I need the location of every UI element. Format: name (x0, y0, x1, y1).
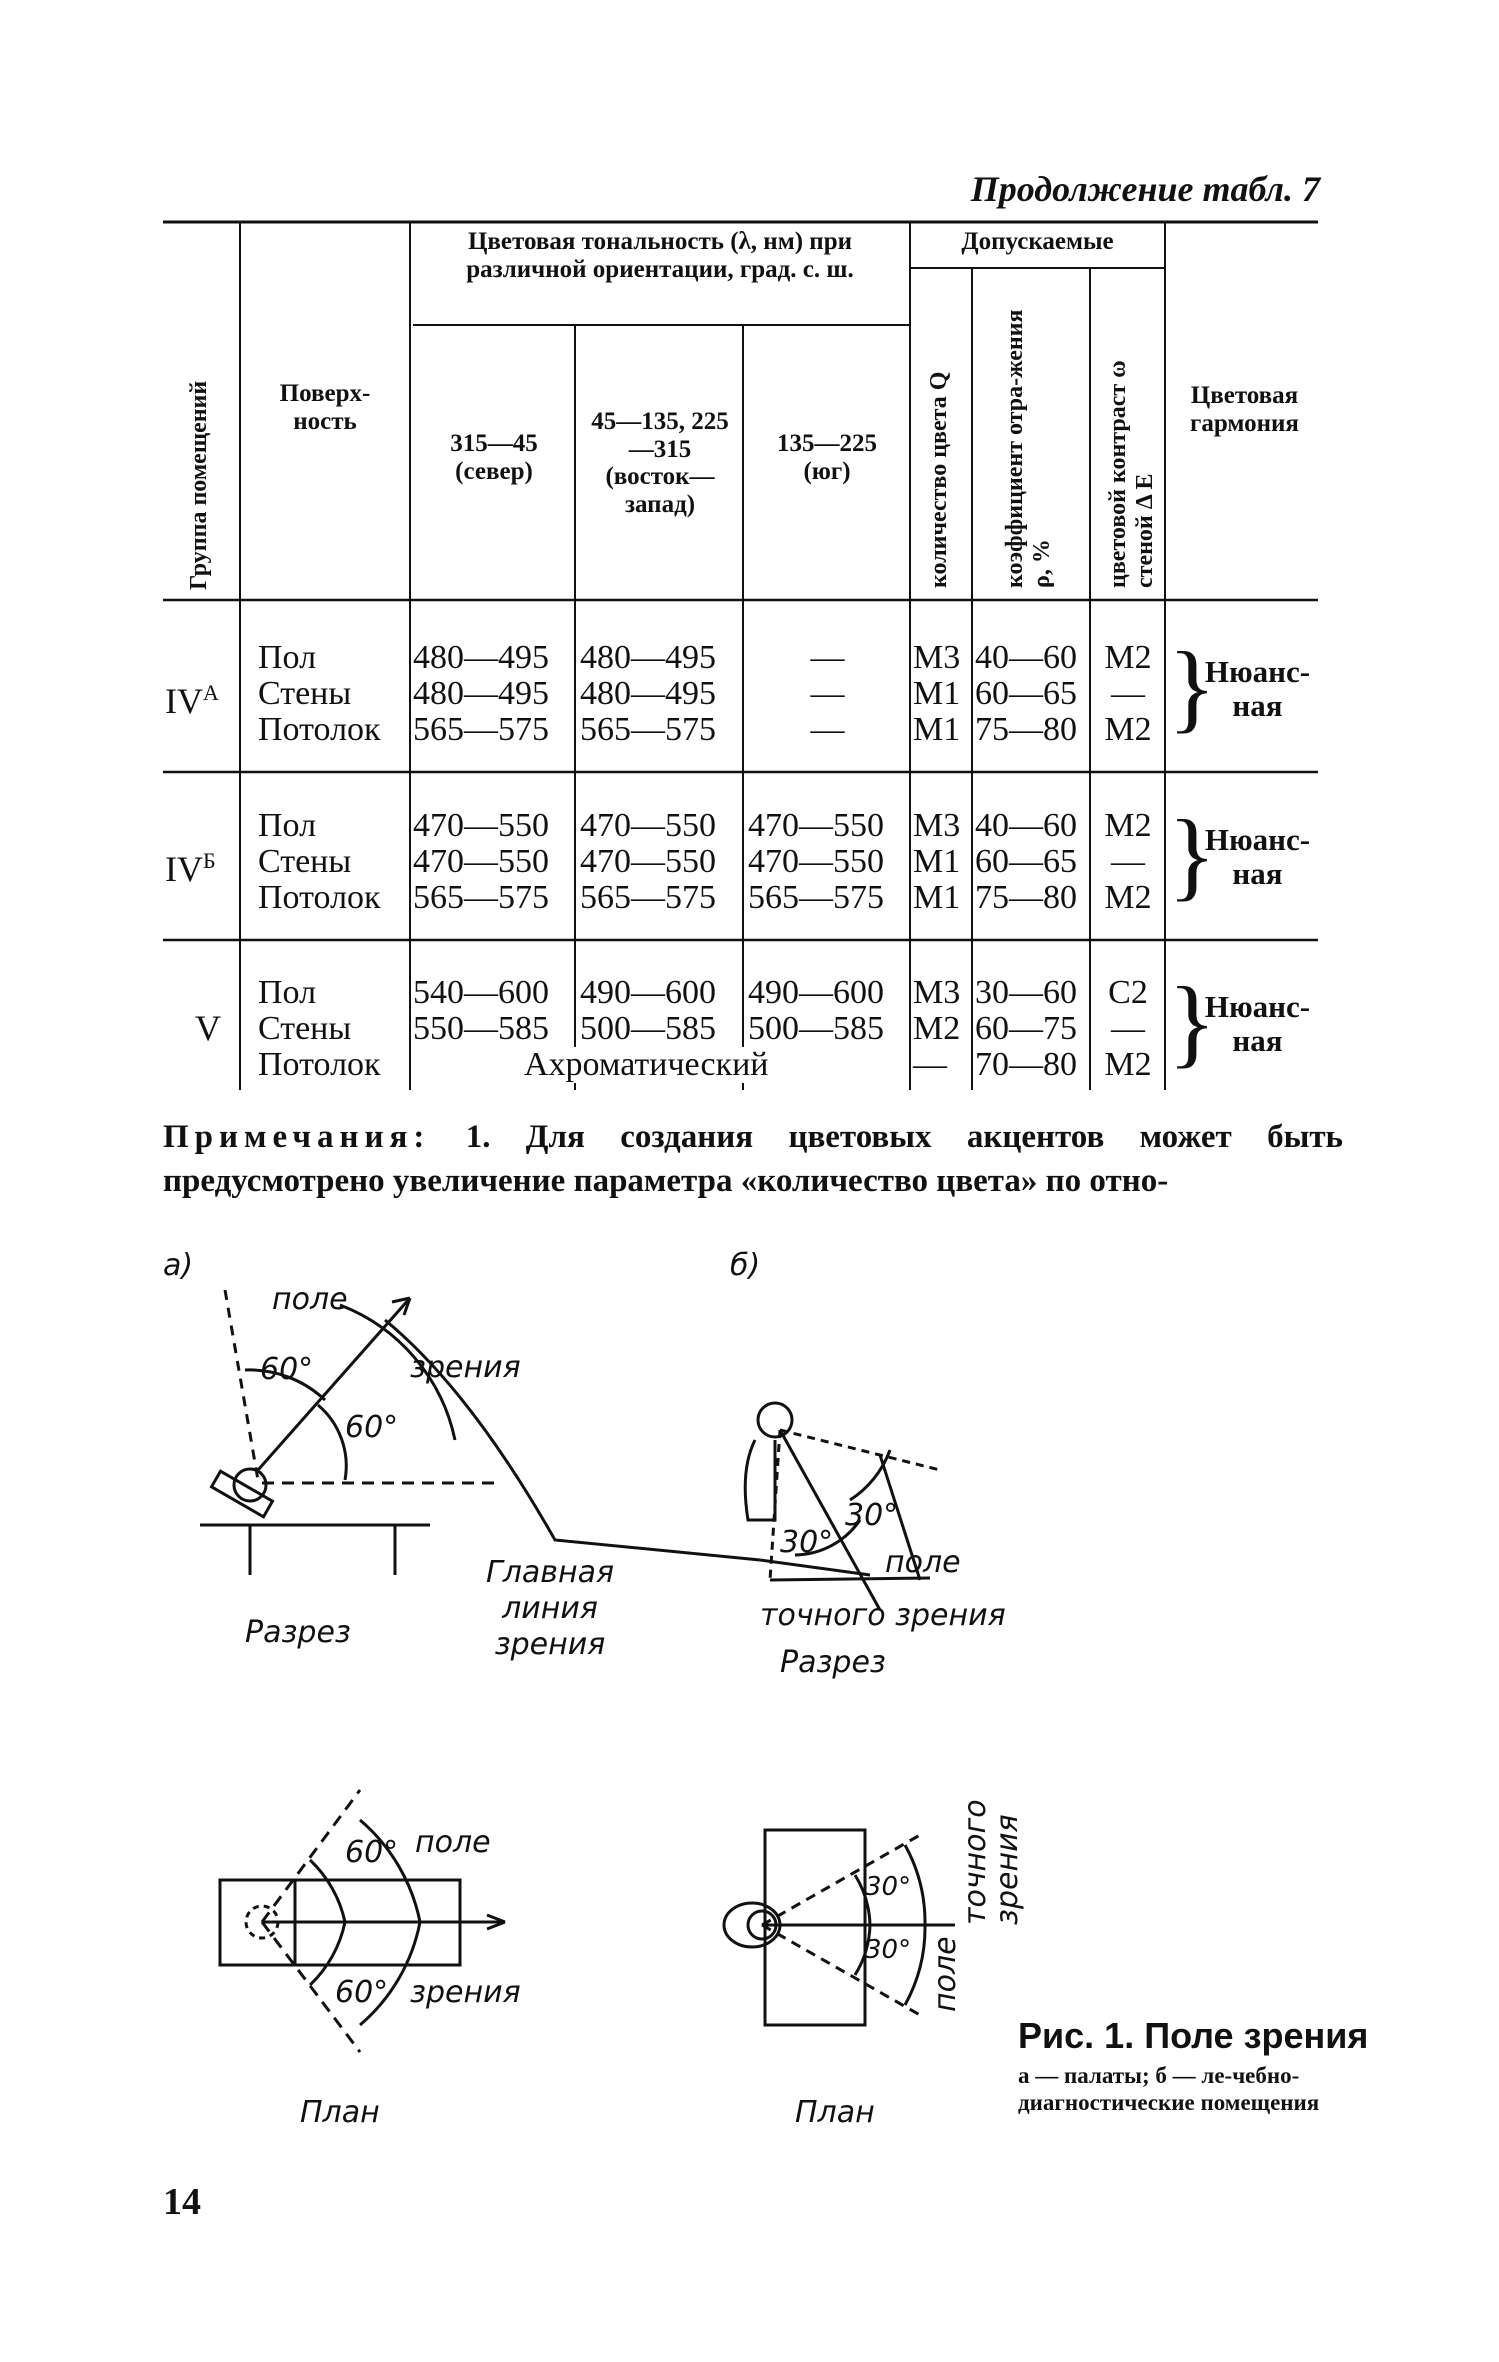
label-vision: зрения (990, 1814, 1025, 1925)
label-plan-b: План (795, 2095, 875, 2130)
figure-label-a: а) (163, 1248, 194, 1283)
label-angle: 30° (845, 1498, 899, 1533)
table-row: Пол Стены Потолок (258, 974, 381, 1083)
group-label: V (195, 1008, 221, 1048)
header-tonality: Цветовая тональность (λ, нм) при различной ориентации, град. с. ш. (466, 228, 854, 283)
label-field: поле (272, 1282, 348, 1317)
label-vision: зрения (410, 1350, 521, 1385)
table-row: Пол Стены Потолок (258, 639, 381, 748)
header-contrast: цветовой контраст ω стеной Δ E (1105, 360, 1158, 588)
achromatic-cell: Ахроматический (520, 1047, 773, 1083)
group-label: $IV^А$ (165, 680, 219, 721)
label-precise: точного (760, 1598, 886, 1633)
header-harmony: Цветовая гармония (1190, 382, 1299, 437)
label-section-a: Разрез (245, 1615, 351, 1650)
figure-caption-body: а — палаты; б — ле-чебно-диагностические помещения (1018, 2063, 1320, 2115)
label-main-line: Главная линия зрения (486, 1555, 614, 1662)
label-angle: 60° (345, 1835, 399, 1870)
label-angle: 60° (260, 1352, 314, 1387)
figure-label-b: б) (730, 1248, 761, 1283)
brace-icon: } (1168, 631, 1216, 742)
header-orient-north: 315—45 (север) (450, 430, 538, 485)
label-angle: 30° (865, 1935, 912, 1965)
label-plan-a: План (300, 2095, 380, 2130)
label-angle: 60° (345, 1410, 399, 1445)
label-angle: 60° (335, 1975, 389, 2010)
header-surface: Поверх-ность (279, 380, 371, 435)
notes-paragraph: Примечания: 1. Для создания цветовых акцентов может быть предусмотрено увеличение параметра «количество цвета» по отно- (163, 1119, 1343, 1199)
label-angle: 30° (865, 1872, 912, 1902)
group-label: $IV^Б$ (165, 848, 216, 889)
label-field: поле (928, 1936, 963, 2012)
brace-icon: } (1168, 799, 1216, 910)
header-orient-south: 135—225 (юг) (777, 430, 877, 485)
label-field: поле (415, 1825, 491, 1860)
label-vision: зрения (410, 1975, 521, 2010)
table-row: Пол Стены Потолок (258, 807, 381, 916)
page-number: 14 (163, 2181, 201, 2223)
header-reflection: коэффициент отра-жения ρ, % (1002, 309, 1055, 588)
label-angle: 30° (780, 1525, 834, 1560)
header-orient-eastwest: 45—135, 225—315 (восток—запад) (591, 408, 729, 518)
header-group: Группа помещений (186, 380, 212, 590)
label-field: поле (885, 1545, 961, 1580)
label-precise: точного (958, 1799, 993, 1925)
brace-icon: } (1168, 966, 1216, 1077)
label-vision: зрения (895, 1598, 1006, 1633)
label-section-b: Разрез (780, 1645, 886, 1680)
table-continuation-label: Продолжение табл. 7 (970, 169, 1320, 209)
header-color-count: количество цвета Q (926, 371, 952, 588)
header-allowed: Допускаемые (961, 228, 1114, 255)
figure-caption-title: Рис. 1. Поле зрения (1018, 2015, 1369, 2056)
